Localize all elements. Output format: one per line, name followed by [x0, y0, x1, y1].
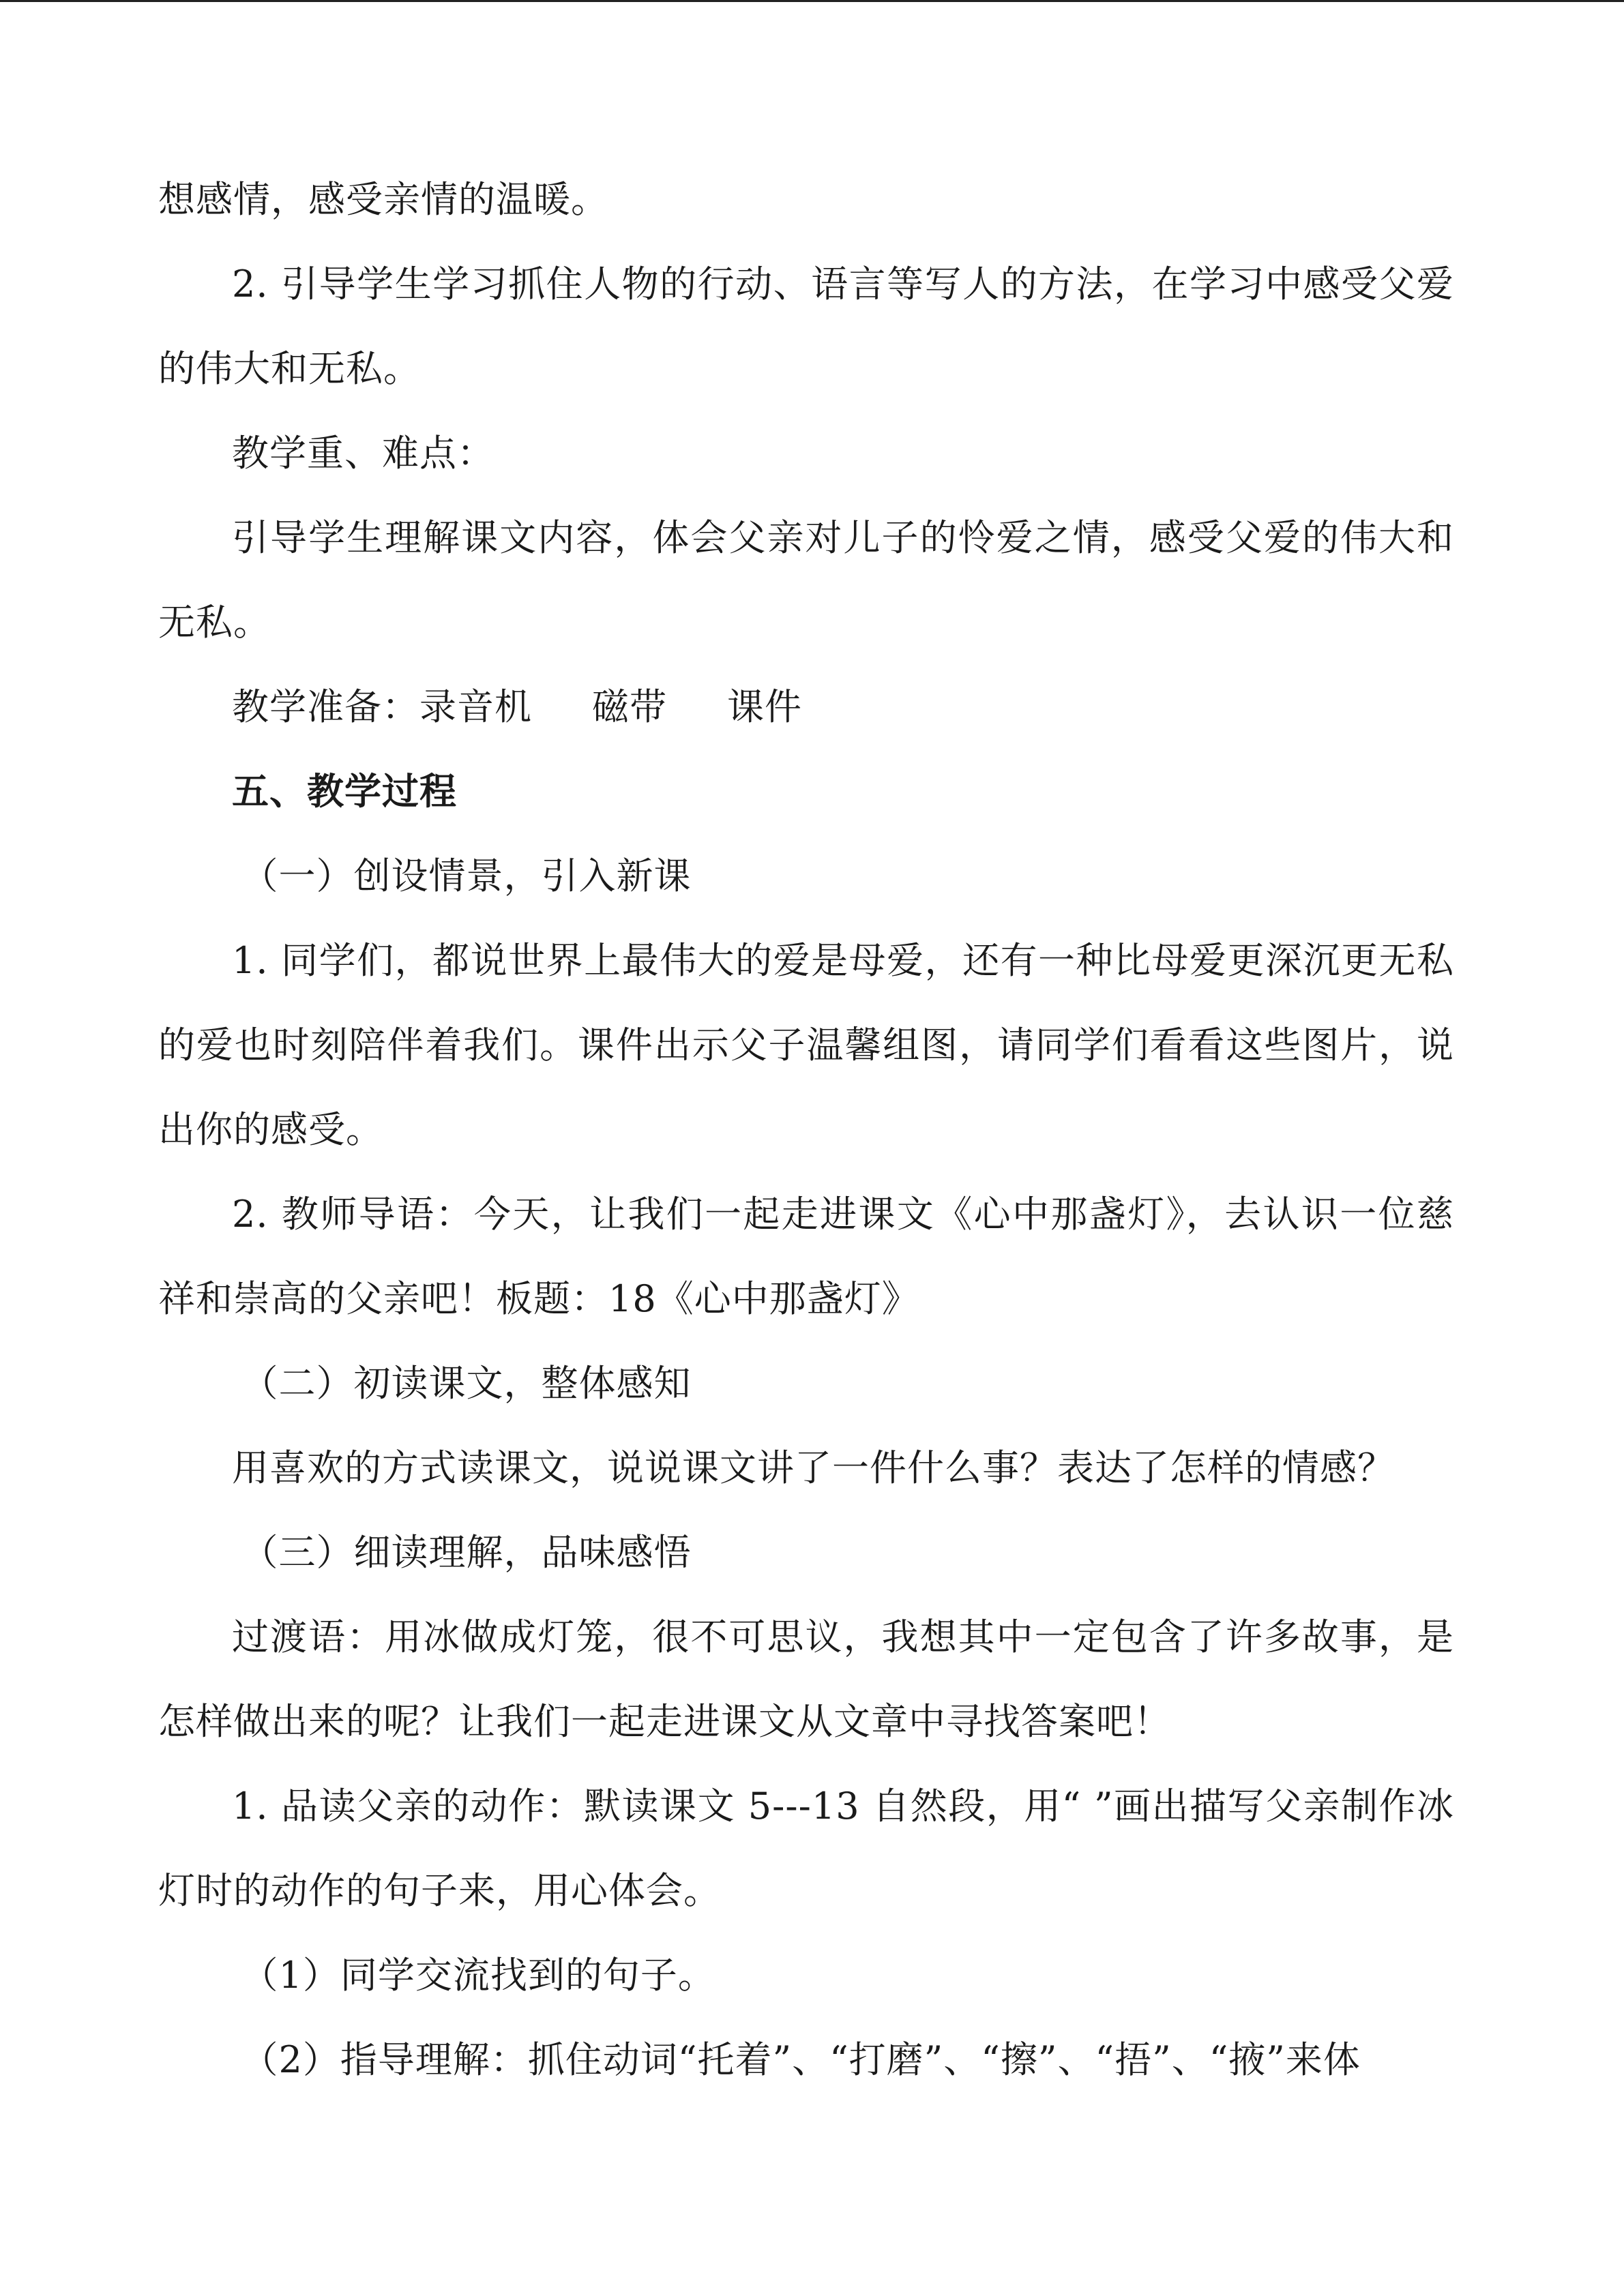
paragraph-step-2: 2. 教师导语：今天，让我们一起走进课文《心中那盏灯》，去认识一位慈祥和崇高的父亲吧！板题：18《心中那盏灯》 — [158, 1193, 1454, 1320]
paragraph-guide-understanding: （2）指导理解：抓住动词“托着”、“打磨”、“擦”、“捂”、“掖”来体 — [241, 2038, 1361, 2081]
document-body — [158, 158, 1454, 2102]
prep-label: 教学准备： — [232, 685, 419, 728]
paragraph-exchange-sentences: （1）同学交流找到的句子。 — [241, 1954, 715, 1997]
paragraph-first-reading: 用喜欢的方式读课文，说说课文讲了一件什么事？表达了怎样的情感？ — [232, 1446, 1395, 1489]
prep-item-tape: 磁带 — [592, 685, 667, 728]
paragraph-step-1: 1. 同学们，都说世界上最伟大的爱是母爱，还有一种比母爱更深沉更无私的爱也时刻陪伴着我们。课件出示父子温馨组图，请同学们看看这些图片，说出你的感受。 — [158, 939, 1454, 1151]
prep-item-courseware: 课件 — [727, 685, 802, 728]
paragraph-key-points: 引导学生理解课文内容，体会父亲对儿子的怜爱之情，感受父爱的伟大和无私。 — [158, 516, 1454, 644]
paragraph-teaching-prep — [158, 665, 1454, 749]
section-heading-teaching-process: 五、教学过程 — [232, 770, 457, 813]
paragraph-objective-2: 2. 引导学生学习抓住人物的行动、语言等写人的方法，在学习中感受父爱的伟大和无私。 — [158, 263, 1454, 390]
paragraph-key-points-heading: 教学重、难点： — [232, 432, 494, 475]
paragraph-father-actions: 1. 品读父亲的动作：默读课文 5---13 自然段，用“ ”画出描写父亲制作冰灯时的动作的句子来，用心体会。 — [158, 1785, 1454, 1912]
subsection-heading-1: （一）创设情景，引入新课 — [241, 854, 692, 897]
paragraph-transition: 过渡语：用冰做成灯笼，很不可思议，我想其中一定包含了许多故事，是怎样做出来的呢？让我们一起走进课文从文章中寻找答案吧！ — [158, 1615, 1454, 1743]
subsection-heading-2: （二）初读课文，整体感知 — [241, 1362, 692, 1405]
paragraph-objective-tail: 想感情，感受亲情的温暖。 — [158, 178, 608, 221]
prep-item-recorder: 录音机 — [419, 685, 532, 728]
subsection-heading-3: （三）细读理解，品味感悟 — [241, 1531, 692, 1574]
